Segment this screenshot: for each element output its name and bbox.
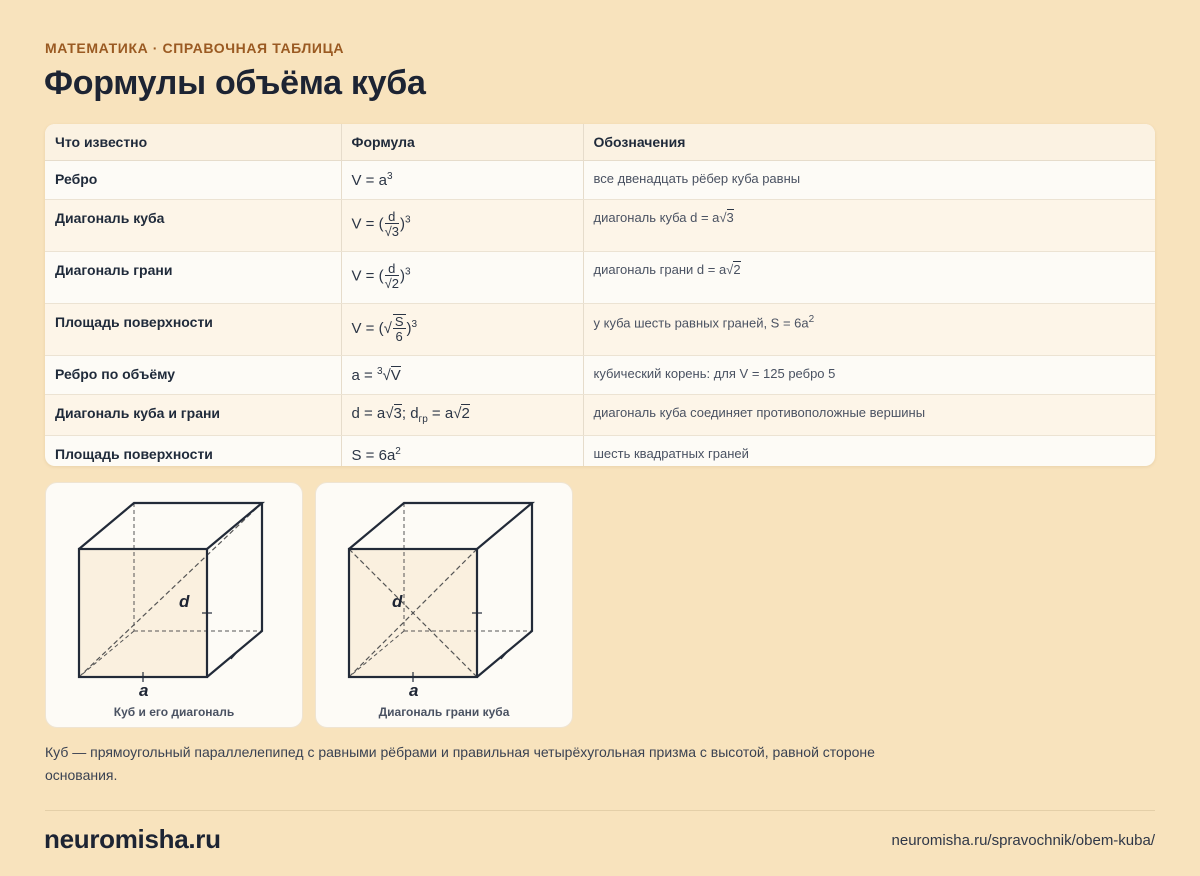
formula-table	[45, 124, 1155, 466]
figure-caption: Диагональ грани куба	[378, 705, 510, 719]
description: Куб — прямоугольный параллелепипед с равными рёбрами и правильная четырёхугольная призма с высотой, равной стороне основания.	[45, 744, 875, 783]
edge-label: a	[139, 681, 149, 700]
kicker: МАТЕМАТИКА · СПРАВОЧНАЯ ТАБЛИЦА	[45, 40, 345, 56]
table-row	[45, 356, 1155, 395]
top-edges	[79, 503, 262, 549]
diagonal-label: d	[179, 592, 190, 611]
figure-face-diagonal	[315, 482, 573, 728]
cell-formula: d = a√3; $d_{гр} = a√2$	[341, 395, 583, 436]
cell-known: Диагональ куба	[45, 200, 341, 252]
cell-formula: V = ( $\frac{d}{√2}$ )$^3$	[341, 252, 583, 304]
cell-known: Диагональ грани	[45, 252, 341, 304]
cell-notation: все двенадцать рёбер куба равны	[583, 161, 1155, 200]
divider	[45, 810, 1155, 811]
cell-known: Диагональ куба и грани	[45, 395, 341, 436]
cube-diagram	[46, 483, 304, 729]
cell-notation: кубический корень: для V = 125 ребро 5	[583, 356, 1155, 395]
cell-notation: диагональ грани d = a√2	[583, 252, 1155, 304]
cube-diagram	[316, 483, 574, 729]
cell-formula: V = (√ $\frac{S}{6}$ )$^3$	[341, 304, 583, 356]
page-url-link[interactable]: neuromisha.ru/spravochnik/obem-kuba/	[891, 832, 1155, 849]
figure-cube-diagonal	[45, 482, 303, 728]
cell-known: Площадь поверхности	[55, 446, 213, 462]
cell-known: Площадь поверхности	[45, 304, 341, 356]
cell-formula: $V = a^3$	[341, 161, 583, 200]
cell-notation: у куба шесть равных граней, $S = 6a^2$	[583, 304, 1155, 356]
edge-label: a	[409, 681, 419, 700]
figure-caption: Куб и его диагональ	[113, 705, 235, 719]
side-edges	[207, 503, 262, 677]
header-formula: Формула	[341, 124, 583, 161]
table-row	[45, 252, 1155, 304]
cell-formula: $S = 6a^2$	[341, 436, 583, 467]
table-row	[45, 304, 1155, 356]
cell-formula: V = ( $\frac{d}{√3}$ )$^3$	[341, 200, 583, 252]
top-edges	[349, 503, 532, 549]
diagonal-label: d	[392, 592, 403, 611]
cell-notation: диагональ куба d = a√3	[583, 200, 1155, 252]
table-row	[45, 161, 1155, 200]
front-face	[79, 549, 207, 677]
header-notation: Обозначения	[583, 124, 1155, 161]
header-known: Что известно	[45, 124, 341, 161]
table-row	[45, 436, 1155, 467]
table-header-row	[45, 124, 1155, 161]
cell-notation: диагональ куба соединяет противоположные вершины	[583, 395, 1155, 436]
brand-logo[interactable]: neuromisha.ru	[44, 824, 221, 854]
table-row	[45, 200, 1155, 252]
side-edges	[477, 503, 532, 677]
cell-known: Ребро	[45, 161, 341, 200]
cell-formula: a = $^3$√V	[341, 356, 583, 395]
cell-known: Ребро по объёму	[45, 356, 341, 395]
page-title: Формулы объёма куба	[44, 64, 426, 102]
cell-notation: шесть квадратных граней	[583, 436, 1155, 467]
table-row	[45, 395, 1155, 436]
